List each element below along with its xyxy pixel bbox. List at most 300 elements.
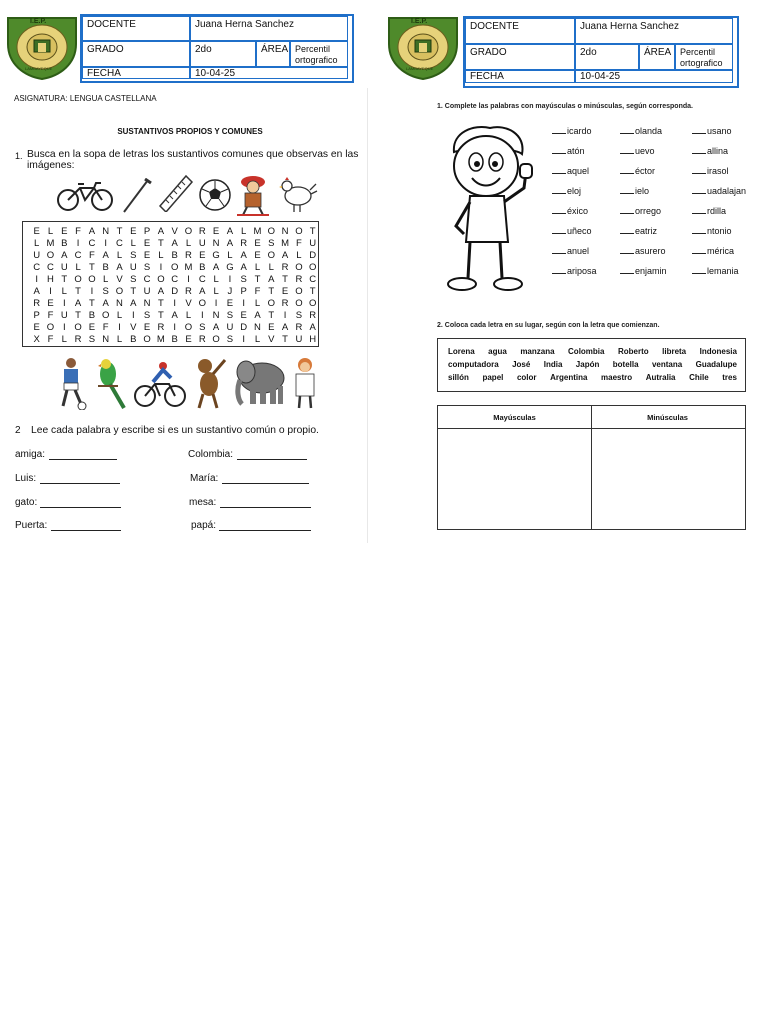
word-search-letter[interactable]: P <box>33 310 40 321</box>
word-search-letter[interactable]: A <box>130 298 137 309</box>
word-search-letter[interactable]: U <box>33 250 41 261</box>
word-search-letter[interactable]: C <box>198 274 206 285</box>
word-search-letter[interactable]: A <box>212 322 220 333</box>
word-search-letter[interactable]: I <box>62 298 66 309</box>
letter-blank[interactable] <box>692 273 706 274</box>
word-search-letter[interactable]: S <box>130 250 137 261</box>
word-search-letter[interactable]: U <box>309 238 317 249</box>
word-search-letter[interactable]: T <box>75 286 81 297</box>
word-search-letter[interactable]: G <box>212 250 220 261</box>
letter-blank[interactable] <box>692 133 706 134</box>
word-search-letter[interactable]: O <box>184 226 193 237</box>
word-search-letter[interactable]: V <box>116 274 123 285</box>
word-search-letter[interactable]: O <box>267 298 275 309</box>
word-search-letter[interactable]: A <box>102 298 109 309</box>
school-logo-left <box>4 14 80 80</box>
word-bank-word: sillón <box>448 373 469 382</box>
logo-bottom-text: LAMBAYEQUE <box>25 66 53 71</box>
cyclist-picture <box>133 360 187 413</box>
word-search-letter[interactable]: A <box>157 226 165 237</box>
word-search-letter[interactable]: I <box>242 298 246 309</box>
word-search-letter[interactable]: O <box>74 274 82 285</box>
word-search-letter[interactable]: T <box>88 262 95 273</box>
word-bank-word: ventana <box>651 360 683 369</box>
word-fragment: aquel <box>567 166 590 176</box>
letter-blank[interactable] <box>620 273 634 274</box>
word-search-letter[interactable]: T <box>309 286 316 297</box>
word-search-letter[interactable]: M <box>156 334 165 345</box>
letter-blank[interactable] <box>620 233 634 234</box>
letter-blank[interactable] <box>552 233 566 234</box>
grado-label: GRADO <box>465 44 575 70</box>
word-search-letter[interactable]: T <box>268 310 275 321</box>
word-search-letter[interactable]: A <box>116 262 123 273</box>
word-search-letter[interactable]: A <box>88 226 96 237</box>
word-search-letter[interactable]: V <box>185 298 192 309</box>
q2-number: 2 <box>15 425 21 436</box>
word-search-letter[interactable]: I <box>283 310 287 321</box>
word-search-letter[interactable]: S <box>88 334 96 345</box>
word-search-letter[interactable]: F <box>47 334 54 345</box>
fecha-label: FECHA <box>465 70 575 83</box>
word-search-letter[interactable]: U <box>143 286 151 297</box>
word-search-letter[interactable]: I <box>131 310 135 321</box>
word-search-letter[interactable]: R <box>33 298 41 309</box>
word-bank-row <box>448 373 737 385</box>
word-search-letter[interactable]: A <box>281 250 289 261</box>
word-search-letter[interactable]: A <box>240 262 247 273</box>
word-search-letter[interactable]: I <box>228 274 232 285</box>
word-search-letter[interactable]: L <box>61 286 67 297</box>
word-search-letter[interactable]: T <box>88 298 95 309</box>
letter-blank[interactable] <box>692 173 706 174</box>
word-search-letter[interactable]: E <box>61 226 68 237</box>
word-bank-word: Roberto <box>617 347 649 356</box>
letter-blank[interactable] <box>552 253 566 254</box>
word-search-letter[interactable]: T <box>61 274 68 285</box>
word-search-letter[interactable]: B <box>130 334 137 345</box>
word-search-letter[interactable]: D <box>240 322 248 333</box>
word-search-letter[interactable]: L <box>75 262 81 273</box>
word-search-letter[interactable]: I <box>35 274 39 285</box>
word-search-letter[interactable]: L <box>185 310 192 321</box>
word-search-letter[interactable]: L <box>116 310 123 321</box>
letter-blank[interactable] <box>692 153 706 154</box>
word-search-letter[interactable]: A <box>171 238 178 249</box>
word-search-letter[interactable]: S <box>130 274 137 285</box>
word-search-letter[interactable]: F <box>47 310 54 321</box>
word-search-letter[interactable]: D <box>171 286 179 297</box>
letter-blank[interactable] <box>552 133 566 134</box>
word-search-letter[interactable]: L <box>116 250 123 261</box>
word-search-letter[interactable]: B <box>88 310 96 321</box>
word-bank-word: Autralia <box>645 373 676 382</box>
word-search-letter[interactable]: L <box>116 334 123 345</box>
word-search-letter[interactable]: B <box>171 334 178 345</box>
word-search-letter[interactable]: C <box>33 262 41 273</box>
word-search-letter[interactable]: I <box>104 238 108 249</box>
word-search-letters <box>23 226 320 238</box>
word-search-letter[interactable]: T <box>157 310 164 321</box>
mayusculas-answer-area[interactable] <box>438 428 590 528</box>
word-search-letter[interactable]: O <box>88 274 96 285</box>
word-search-letter[interactable]: O <box>267 250 275 261</box>
word-search-letter[interactable]: H <box>47 274 54 285</box>
word-search-letter[interactable]: O <box>184 322 193 333</box>
q1-line1: Busca en la sopa de letras los sustantivos comunes que observas en las <box>27 149 359 160</box>
word-search-letter[interactable]: U <box>129 262 137 273</box>
word-search-letter[interactable]: F <box>88 250 95 261</box>
letter-blank[interactable] <box>620 173 634 174</box>
answer-line-luis[interactable] <box>40 483 120 484</box>
word-search-letter[interactable]: O <box>46 250 55 261</box>
letter-blank[interactable] <box>620 253 634 254</box>
word-search-letter[interactable]: V <box>171 226 178 237</box>
word-search-letter[interactable]: R <box>281 298 289 309</box>
word-search-letter[interactable]: N <box>281 226 289 237</box>
word-search-letter[interactable]: O <box>295 286 303 297</box>
word-search-letter[interactable]: N <box>254 322 261 333</box>
word-search-letter[interactable]: P <box>240 286 247 297</box>
word-search-letter[interactable]: J <box>227 286 233 297</box>
answer-line-papa[interactable] <box>219 530 311 531</box>
word-search-letter[interactable]: U <box>295 334 303 345</box>
fecha-label: FECHA <box>82 67 190 79</box>
word-search-letter[interactable]: C <box>143 274 151 285</box>
word-search-letter[interactable]: O <box>157 274 165 285</box>
word-search-letter[interactable]: E <box>212 226 220 237</box>
word-search-letter[interactable]: N <box>212 238 220 249</box>
word-search-letter[interactable]: T <box>130 286 137 297</box>
word-search-letter[interactable]: E <box>130 226 137 237</box>
word-search-letter[interactable]: S <box>102 286 109 297</box>
word-search-letter[interactable]: I <box>187 274 190 285</box>
word-search-letter[interactable]: E <box>143 250 151 261</box>
word-search-letter[interactable]: E <box>143 322 151 333</box>
word-search-letter[interactable]: I <box>49 286 52 297</box>
letter-blank[interactable] <box>692 193 706 194</box>
word-search-letter[interactable]: M <box>46 238 55 249</box>
word-search-letter[interactable]: S <box>226 334 234 345</box>
word-search-letter[interactable]: L <box>158 250 164 261</box>
word-search-letter[interactable]: S <box>295 310 303 321</box>
word-bank-word: India <box>543 360 563 369</box>
letter-blank[interactable] <box>692 253 706 254</box>
word-search-letter[interactable]: E <box>143 238 151 249</box>
word-search-letter[interactable]: O <box>267 226 275 237</box>
word-bank-word: Argentina <box>550 373 588 382</box>
complete-word-item <box>620 126 662 136</box>
word-search-letter[interactable]: E <box>88 322 96 333</box>
word-search-letter[interactable]: B <box>61 238 68 249</box>
word-search-letter[interactable]: N <box>143 298 151 309</box>
word-search-letter[interactable]: E <box>254 238 261 249</box>
word-search-letter[interactable]: E <box>185 334 192 345</box>
word-search-letter[interactable]: T <box>282 274 288 285</box>
word-search-letter[interactable]: T <box>157 238 164 249</box>
word-fragment: rdilla <box>707 206 727 216</box>
letter-blank[interactable] <box>620 193 634 194</box>
word-search-letter[interactable]: S <box>240 274 247 285</box>
word-search-letter[interactable]: A <box>281 322 289 333</box>
word-search-letter[interactable]: R <box>157 322 165 333</box>
word-search-letter[interactable]: O <box>115 286 124 297</box>
word-search-letter[interactable]: A <box>212 262 220 273</box>
answer-line-maria[interactable] <box>222 483 309 484</box>
word-search-letter[interactable]: R <box>240 238 248 249</box>
word-mesa: mesa: <box>189 497 217 508</box>
word-search-letter[interactable]: U <box>226 322 234 333</box>
docente-value: Juana Herna Sanchez <box>575 18 733 44</box>
word-search-letter[interactable]: F <box>102 322 109 333</box>
word-search-letter[interactable]: E <box>254 250 261 261</box>
word-search-letter[interactable]: L <box>213 274 219 285</box>
word-search-letter[interactable]: R <box>309 310 317 321</box>
word-search-letter[interactable]: A <box>74 298 82 309</box>
word-search-letter[interactable]: A <box>171 310 178 321</box>
word-search-letter[interactable]: E <box>240 310 247 321</box>
word-search-letters <box>23 250 320 262</box>
word-search-letter[interactable]: R <box>281 262 289 273</box>
word-search-letter[interactable]: I <box>173 322 177 333</box>
word-search-letter[interactable]: N <box>116 298 123 309</box>
word-search-letter[interactable]: T <box>75 310 81 321</box>
word-search-letter[interactable]: A <box>309 322 316 333</box>
word-search-letter[interactable]: L <box>130 238 136 249</box>
letter-blank[interactable] <box>552 193 566 194</box>
word-search-letter[interactable]: C <box>47 262 54 273</box>
word-search-letter[interactable]: L <box>268 262 274 273</box>
word-search-letter[interactable]: L <box>254 262 261 273</box>
word-search-letter[interactable]: L <box>227 250 233 261</box>
complete-word-item <box>620 206 661 216</box>
letter-blank[interactable] <box>620 213 634 214</box>
word-fragment: ntonio <box>707 226 732 236</box>
word-search-letter[interactable]: F <box>75 226 81 237</box>
letter-blank[interactable] <box>552 273 566 274</box>
word-fragment: olanda <box>635 126 663 136</box>
word-search-letter[interactable]: D <box>309 250 317 261</box>
word-search-letter[interactable]: S <box>143 262 151 273</box>
word-search-letter[interactable]: O <box>309 262 317 273</box>
word-search-letters <box>23 310 320 322</box>
word-search-letter[interactable]: A <box>33 286 40 297</box>
word-fragment: eatriz <box>635 226 658 236</box>
word-search-letter[interactable]: L <box>254 334 261 345</box>
word-search-letter[interactable]: T <box>157 298 164 309</box>
word-search-letter[interactable]: R <box>198 334 206 345</box>
word-search-letters <box>23 262 320 274</box>
fecha-value: 10-04-25 <box>190 67 348 79</box>
word-search-letter[interactable]: O <box>74 322 82 333</box>
word-search-letter[interactable]: N <box>102 334 110 345</box>
word-search-letter[interactable]: S <box>199 322 206 333</box>
word-search-letter[interactable]: L <box>103 274 109 285</box>
word-fragment: allina <box>707 146 729 156</box>
complete-word-item <box>692 206 726 216</box>
word-search-letter[interactable]: C <box>171 274 179 285</box>
letter-blank[interactable] <box>692 213 706 214</box>
word-maria: María: <box>190 473 219 484</box>
word-search-letter[interactable]: M <box>253 226 262 237</box>
word-search-letter[interactable]: T <box>268 286 275 297</box>
word-search-letter[interactable]: U <box>60 262 68 273</box>
word-search-letter[interactable]: E <box>33 226 40 237</box>
word-search-letter[interactable]: A <box>199 286 206 297</box>
word-search-letter[interactable]: I <box>242 334 246 345</box>
word-search-letter[interactable]: R <box>295 274 303 285</box>
complete-word-item <box>552 186 581 196</box>
word-search-letter[interactable]: B <box>171 250 178 261</box>
letter-blank[interactable] <box>692 233 706 234</box>
right-q2-text: 2. Coloca cada letra en su lugar, según con la letra que comienzan. <box>437 322 660 329</box>
word-fragment: usano <box>707 126 732 136</box>
word-search-letter[interactable]: V <box>130 322 137 333</box>
word-search-letter[interactable]: E <box>33 322 40 333</box>
word-search-letter[interactable]: O <box>295 262 303 273</box>
word-search-letter[interactable]: V <box>268 334 275 345</box>
word-search-letter[interactable]: T <box>116 226 123 237</box>
word-search-letter[interactable]: R <box>198 226 206 237</box>
word-search-letter[interactable]: I <box>62 322 66 333</box>
word-search-letter[interactable]: C <box>116 238 123 249</box>
word-fragment: orrego <box>635 206 662 216</box>
word-search-letter[interactable]: B <box>102 262 109 273</box>
monkey-picture <box>191 356 229 415</box>
word-search-letter[interactable]: O <box>143 334 151 345</box>
letter-blank[interactable] <box>620 133 634 134</box>
word-search-letter[interactable]: A <box>61 250 68 261</box>
word-search-letter[interactable]: O <box>295 226 303 237</box>
word-search-letter[interactable]: I <box>90 286 94 297</box>
word-search-letter[interactable]: S <box>143 310 151 321</box>
word-fragment: eloj <box>567 186 582 196</box>
word-search-letter[interactable]: O <box>102 310 110 321</box>
word-search-letter[interactable]: A <box>102 250 109 261</box>
word-search-letter[interactable]: C <box>88 238 96 249</box>
word-search-letter[interactable]: A <box>226 238 234 249</box>
grado-label: GRADO <box>82 41 190 67</box>
answer-line-puerta[interactable] <box>51 530 121 531</box>
word-search-letter[interactable]: E <box>268 322 275 333</box>
answer-line-colombia[interactable] <box>237 459 307 460</box>
word-search-letter[interactable]: R <box>185 286 192 297</box>
word-search-letter[interactable]: O <box>198 298 206 309</box>
minusculas-answer-area[interactable] <box>592 428 744 528</box>
word-search-letter[interactable]: L <box>47 226 54 237</box>
word-search-letter[interactable]: I <box>200 310 204 321</box>
word-search-letter[interactable]: O <box>295 298 303 309</box>
word-fragment: atón <box>567 146 585 156</box>
complete-word-item <box>692 166 729 176</box>
word-search-letter[interactable]: C <box>74 250 82 261</box>
word-search-letter[interactable]: T <box>254 274 261 285</box>
letter-blank[interactable] <box>552 153 566 154</box>
complete-word-item <box>692 266 739 276</box>
area-value: Percentil ortografico <box>290 41 348 67</box>
word-bank-word: botella <box>612 360 639 369</box>
word-search-letter[interactable]: L <box>213 286 219 297</box>
word-search-letter[interactable]: M <box>281 238 290 249</box>
word-search-letter[interactable]: B <box>199 262 206 273</box>
word-search-letter[interactable]: I <box>76 238 80 249</box>
word-search-letter[interactable]: N <box>212 310 220 321</box>
word-search-letter[interactable]: O <box>212 334 220 345</box>
header-minusculas: Minúsculas <box>647 413 688 422</box>
word-search-letter[interactable]: M <box>184 262 193 273</box>
word-search-letter[interactable]: I <box>159 262 163 273</box>
word-search-letter[interactable]: E <box>199 250 206 261</box>
word-search-letter[interactable]: I <box>118 322 121 333</box>
word-search-letter[interactable]: O <box>46 322 55 333</box>
word-puerta: Puerta: <box>15 520 48 531</box>
letter-blank[interactable] <box>552 213 566 214</box>
word-search-letter[interactable]: A <box>226 226 234 237</box>
word-bank-word: Japón <box>575 360 600 369</box>
word-search-letter[interactable]: A <box>268 274 275 285</box>
word-search-letter[interactable]: I <box>173 298 177 309</box>
word-search-letter[interactable]: A <box>240 250 247 261</box>
answer-line-amiga[interactable] <box>49 459 117 460</box>
word-search-letter[interactable]: I <box>214 298 218 309</box>
letter-blank[interactable] <box>552 173 566 174</box>
word-fragment: anuel <box>567 246 590 256</box>
word-search-letter[interactable]: A <box>157 286 165 297</box>
word-search-letter[interactable]: H <box>309 334 317 345</box>
word-search-letter[interactable]: T <box>282 334 288 345</box>
word-search-letter[interactable]: F <box>254 286 261 297</box>
word-search-letter[interactable]: L <box>34 238 40 249</box>
word-search-letters <box>23 238 320 250</box>
word-search-letter[interactable]: L <box>185 238 192 249</box>
word-search-letter[interactable]: G <box>226 262 234 273</box>
word-search-letter[interactable]: C <box>309 274 317 285</box>
word-search-letter[interactable]: E <box>47 298 54 309</box>
word-search-letter[interactable]: R <box>295 322 303 333</box>
word-search-letter[interactable]: U <box>60 310 68 321</box>
answer-line-gato[interactable] <box>40 507 121 508</box>
word-search-letter[interactable]: S <box>226 310 234 321</box>
complete-word-item <box>552 126 592 136</box>
word-search-letter[interactable]: N <box>102 226 110 237</box>
answer-line-mesa[interactable] <box>220 507 311 508</box>
word-search-letter[interactable]: O <box>171 262 179 273</box>
word-search-letter[interactable]: S <box>268 238 275 249</box>
word-search-letter[interactable]: L <box>254 298 261 309</box>
word-search-letter[interactable]: P <box>143 226 151 237</box>
word-search-letters <box>23 298 320 310</box>
word-search-letter[interactable]: E <box>281 286 289 297</box>
word-search-letter[interactable]: L <box>296 250 302 261</box>
word-search-letter[interactable]: R <box>185 250 192 261</box>
word-search-letter[interactable]: U <box>198 238 206 249</box>
doctor-picture <box>290 356 320 415</box>
word-bank-row <box>448 347 737 359</box>
complete-word-item <box>552 206 588 216</box>
word-search-letter[interactable]: A <box>254 310 261 321</box>
word-search-letter[interactable]: R <box>74 334 82 345</box>
letter-blank[interactable] <box>620 153 634 154</box>
word-search-letter[interactable]: T <box>309 226 316 237</box>
word-search-letter[interactable]: L <box>241 226 247 237</box>
word-search-letter[interactable]: L <box>61 334 67 345</box>
word-search-letter[interactable]: X <box>33 334 40 345</box>
word-search-letter[interactable]: F <box>295 238 302 249</box>
word-fragment: éxico <box>567 206 589 216</box>
word-search-letter[interactable]: E <box>226 298 234 309</box>
complete-word-item <box>552 266 597 276</box>
word-search-letter[interactable]: O <box>309 298 317 309</box>
